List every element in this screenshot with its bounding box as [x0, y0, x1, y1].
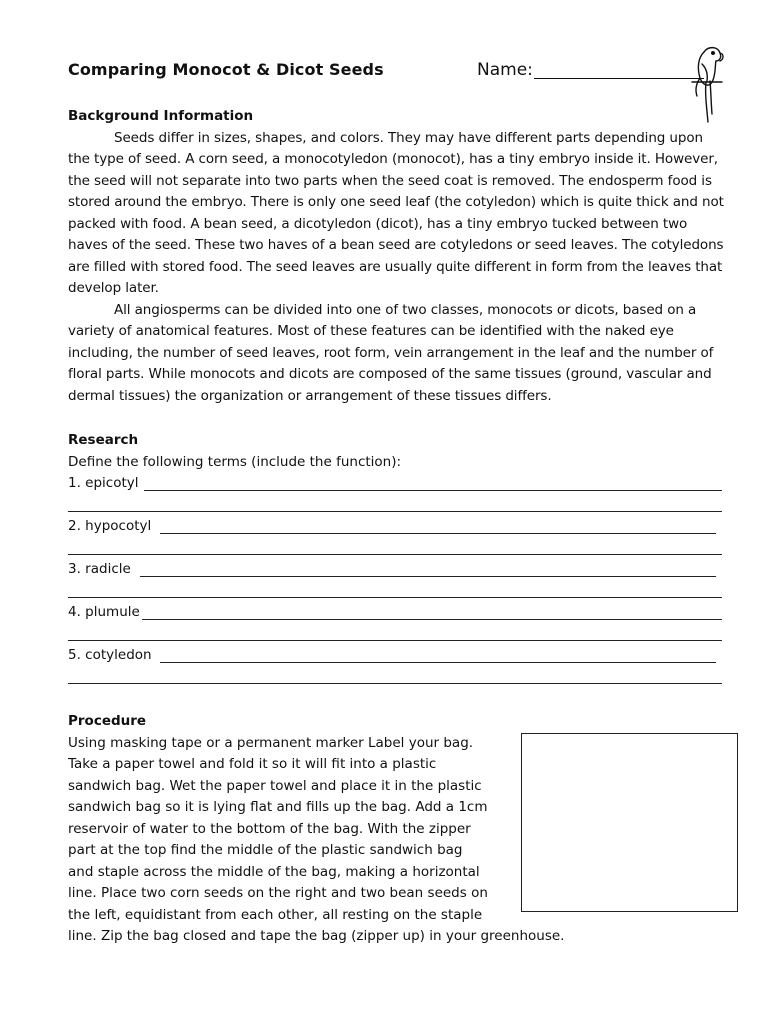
background-paragraph-2: All angiosperms can be divided into one of two classes, monocots or dicots, based on a variety of anatomical features. Most of these features can be identified with the naked eye including, the number of seed leaves, root form, vein arrangement in the leaf and the number of floral parts. While monocots and dicots are composed of the same tissues (ground, vascular and dermal tissues) the organization or arrangement of these tissues differs. [68, 301, 714, 404]
procedure-line: and staple across the middle of the bag, making a horizontal [68, 863, 480, 880]
answer-line[interactable] [68, 597, 722, 598]
procedure-heading: Procedure [68, 713, 147, 729]
procedure-line: Take a paper towel and fold it so it will fit into a plastic [68, 756, 437, 772]
answer-line-row[interactable] [68, 581, 728, 603]
answer-line[interactable] [68, 640, 722, 641]
background-section [68, 106, 728, 407]
term-label: 3. radicle [68, 559, 133, 581]
answer-line[interactable] [68, 554, 722, 555]
procedure-line: line. Zip the bag closed and tape the bag (zipper up) in your greenhouse. [68, 928, 565, 944]
drawing-box[interactable] [521, 733, 738, 912]
answer-line[interactable] [68, 683, 722, 684]
procedure-line: line. Place two corn seeds on the right and two bean seeds on [68, 885, 488, 901]
term-row-plumule[interactable] [68, 602, 728, 624]
term-row-cotyledon[interactable] [68, 645, 728, 667]
answer-line-row[interactable] [68, 667, 728, 689]
name-label: Name: [477, 60, 533, 80]
procedure-line: Using masking tape or a permanent marker Label your bag. [68, 734, 474, 751]
page-title: Comparing Monocot & Dicot Seeds [68, 60, 384, 79]
term-label: 2. hypocotyl [68, 516, 153, 538]
research-heading: Research [68, 432, 139, 448]
term-row-hypocotyl[interactable] [68, 516, 728, 538]
term-row-radicle[interactable] [68, 559, 728, 581]
answer-line[interactable] [144, 490, 722, 491]
term-label: 1. epicotyl [68, 473, 141, 495]
answer-line[interactable] [68, 511, 722, 512]
answer-line[interactable] [142, 619, 722, 620]
procedure-line: reservoir of water to the bottom of the bag. With the zipper [68, 820, 471, 837]
answer-line-row[interactable] [68, 538, 728, 560]
answer-line-row[interactable] [68, 624, 728, 646]
answer-line[interactable] [160, 662, 716, 663]
procedure-line: sandwich bag. Wet the paper towel and place it in the plastic [68, 777, 482, 794]
answer-line[interactable] [160, 533, 716, 534]
term-label: 4. plumule [68, 602, 142, 624]
research-instruction: Define the following terms (include the function): [68, 453, 402, 470]
background-paragraph-1: Seeds differ in sizes, shapes, and colors. They may have different parts depending upon the type of seed. A corn seed, a monocotyledon (monocot), has a tiny embryo inside it. However, the seed will not separate into two parts when the seed coat is removed. The endosperm food is stored around the embryo. There is only one seed leaf (the cotyledon) which is quite thick and not packed with food. A bean seed, a dicotyledon (dicot), has a tiny embryo tucked between two haves of the seed. These two haves of a bean seed are cotyledons or seed leaves. The cotyledons are filled with stored food. The seed leaves are usually quite different in form from the leaves that develop later. [68, 129, 724, 296]
procedure-line: part at the top find the middle of the plastic sandwich bag [68, 842, 463, 858]
answer-line-row[interactable] [68, 495, 728, 517]
term-row-epicotyl[interactable] [68, 473, 728, 495]
background-heading: Background Information [68, 108, 254, 124]
name-blank-line[interactable] [534, 78, 704, 79]
term-label: 5. cotyledon [68, 645, 154, 667]
procedure-line: sandwich bag so it is lying flat and fills up the bag. Add a 1cm [68, 799, 488, 815]
answer-line[interactable] [140, 576, 716, 577]
research-section [68, 430, 728, 688]
procedure-line: the left, equidistant from each other, all resting on the staple [68, 906, 483, 923]
